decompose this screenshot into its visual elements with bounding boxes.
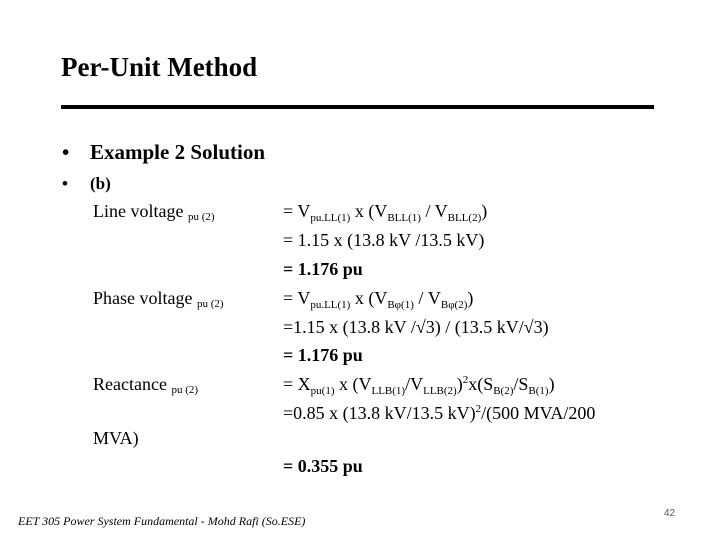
page-number: 42 [664,508,676,519]
equation-phase-voltage-result: = 1.176 pu [283,345,363,365]
line-voltage-label: Line voltage pu (2) [93,201,215,223]
reactance-label: Reactance pu (2) [93,374,199,396]
bullet-part-b [62,174,111,194]
bullet-example-heading [62,140,265,165]
bullet-dot-icon: • [62,174,68,193]
phase-voltage-label: Phase voltage pu (2) [93,288,224,310]
equation-phase-voltage-values: =1.15 x (13.8 kV /√3) / (13.5 kV/√3) [283,317,549,337]
equation-reactance: = $X_{pu(1)}$ x $(V_{LLB(1)}/V_{LLB(2)})^2x(S_{B(2)}/S_{B(1)})$ [283,374,555,397]
equation-line-voltage: = $V_{pu.LL(1)}$ x $(V_{BLL(1)} / V_{BLL(2)})$ [283,201,488,224]
bullet-text: (b) [90,174,111,193]
mva-continuation: MVA) [93,428,139,448]
footer-text: EET 305 Power System Fundamental - Mohd Rafi (So.ESE) [18,514,306,528]
bullet-text: Example 2 Solution [90,140,266,164]
equation-line-voltage-result: = 1.176 pu [283,259,363,279]
equation-reactance-result: = 0.355 pu [283,456,363,476]
title-divider [61,105,654,109]
bullet-dot-icon: • [62,140,70,164]
equation-reactance-values: =0.85 x (13.8 kV/13.5 kV)$^2$/(500 MVA/200 [283,403,596,423]
equation-phase-voltage: = $V_{pu.LL(1)}$ x $(V_{B\varphi(1)} / V_{B\varphi(2)})$ [283,288,474,311]
equation-line-voltage-values: = 1.15 x (13.8 kV /13.5 kV) [283,230,485,250]
page-title: Per-Unit Method [61,52,258,82]
